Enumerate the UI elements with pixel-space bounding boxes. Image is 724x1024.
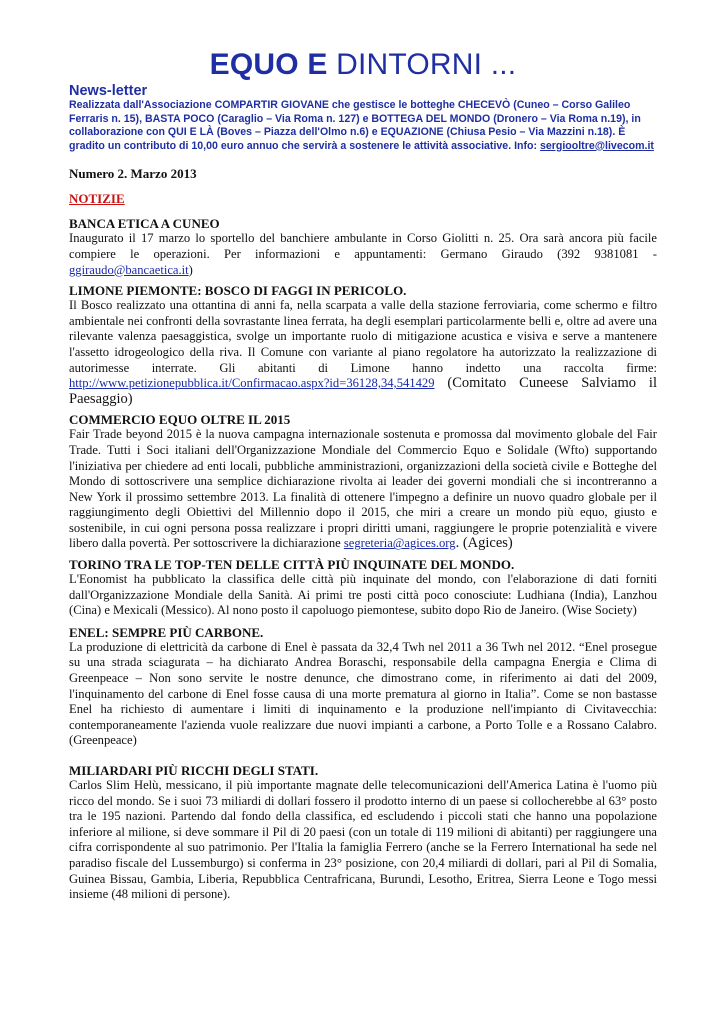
article-title: BANCA ETICA A CUNEO: [69, 216, 220, 232]
issue-number: Numero 2. Marzo 2013: [69, 166, 197, 182]
article-body: Carlos Slim Helù, messicano, il più importante magnate delle telecomunicazioni dell'America Latina è l'uomo più ricco del mondo. Se i suoi 73 miliardi di dollari fossero il prodotto interno di un paese si collocherebbe al 63° posto tra le 195 nazioni. Partendo dal fondo della classifica, ed escludendo i piccoli stati che hanno una popolazione inferiore al milione, si deve sommare il Pil di 20 paesi (con un totale di 119 milioni di abitanti) per raggiungere una cifra corrispondente al suo patrimonio. Per l'Italia la famiglia Ferrero (anche se la Ferrero International ha sede nel paradiso fiscale del Lussemburgo) si conferma in 23° posizione, con 20,4 miliardi di dollari, pari al Pil di Somalia, Guinea Bissau, Gambia, Liberia, Repubblica Centrafricana, Burundi, Lesotho, Eritrea, Sierra Leone e Togo messi insieme (48 milioni di persone).: [69, 778, 657, 902]
article-torino-inquinamento: [69, 557, 657, 619]
article-text: Il Bosco realizzato una ottantina di anni fa, nella scarpata a valle della stazione ferroviaria, come schermo e filtro ambientale nei confronti della sovrastante linea ferrata, ha degli esemplari particolarmente belli e, oltre ad avere una rilevante valenza paesaggistica, svolge un importante ruolo di mitigazione acustica e visiva e serve a mantenere l'assetto idrogeologico della riva. Il Comune con variante al piano regolatore ha autorizzato la realizzazione di autorimesse interrate. Gli abitanti di Limone hanno indetto una raccolta firme:: [69, 298, 657, 375]
article-title: LIMONE PIEMONTE: BOSCO DI FAGGI IN PERICOLO.: [69, 283, 407, 299]
section-heading-notizie: NOTIZIE: [69, 191, 125, 207]
newsletter-page: [69, 48, 657, 903]
article-tail: (Comitato Cuneese Salviamo il Paesaggio): [69, 375, 657, 407]
article-banca-etica: [69, 216, 657, 278]
email-link[interactable]: segreteria@agices.org: [343, 536, 456, 551]
newsletter-label: News-letter: [69, 83, 148, 99]
article-body: La produzione di elettricità da carbone di Enel è passata da 32,4 Twh nel 2011 a 36 Twh nel 2012. “Enel prosegue su una strada sciagurata – ha dichiarato Andrea Boraschi, responsabile della campagna Energia e Clima di Greenpeace – Non sono servite le nostre denunce, che dimostrano come, in riferimento ai dati del 2009, l'inquinamento del carbone di Enel fosse causa di una morte prematura al giorno in Italia”. Come se non bastasse Enel ha richiesto di aumentare i limiti di inquinamento e la produzione nell'impianto di Civitavecchia: contemporaneamente l'azienda vuole realizzare due nuovi impianti a carbone, a Porto Tolle e a Rossano Calabro. (Greenpeace): [69, 639, 657, 748]
page-title: [69, 48, 657, 82]
article-tail: ): [188, 262, 193, 277]
article-title: ENEL: SEMPRE PIÙ CARBONE.: [69, 624, 264, 640]
article-commercio-equo: [69, 412, 657, 552]
article-enel-carbone: [69, 625, 657, 749]
article-miliardari: [69, 763, 657, 903]
article-title: COMMERCIO EQUO OLTRE IL 2015: [69, 412, 291, 428]
intro-paragraph: [69, 99, 657, 153]
title-bold-part: EQUO E: [209, 48, 328, 81]
info-email-link[interactable]: sergiooltre@livecom.it: [539, 139, 654, 152]
article-text: Fair Trade beyond 2015 è la nuova campagna internazionale sostenuta e promossa dal movimento globale del Fair Trade. Tutti i Soci italiani dell'Organizzazione Mondiale del Commercio Equo e Solidale (Wfto) supportando l'iniziativa per chiedere ad enti locali, pubbliche amministrazioni, organizzazioni della società civile e Botteghe del Mondo di sottoscrivere una semplice dichiarazione rivolta ai leader dei governi mondiali che si incontreranno a New York il prossimo settembre 2013. La finalità di ottenere l'impegno a definire un nuovo quadro globale per il raggiungimento degli Obiettivi del Millennio dopo il 2015, che miri a creare un mondo più equo, giusto e sostenibile, in cui ogni persona possa realizzare i propri diritti umani, raggiungere le proprie potenzialità e vivere libero dalla povertà. Per sottoscrivere la dichiarazione: [69, 427, 657, 551]
article-body: L'Eonomist ha pubblicato la classifica delle città più inquinate del mondo, con l'elaborazione di dati forniti dall'Organizzazione Mondiale della Sanità. Ai primi tre posti città poco conosciute: Ludhiana (India), Lanzhou (Cina) e Mexicali (Messico). Al nono posto il capoluogo piemontese, subito dopo Rio de Janeiro. (Wise Society): [69, 572, 657, 618]
title-light-part: DINTORNI ...: [336, 48, 517, 81]
petition-link[interactable]: http://www.petizionepubblica.it/Confirmacao.aspx?id=36128,34,541429: [69, 376, 435, 391]
article-text: Inaugurato il 17 marzo lo sportello del banchiere ambulante in Corso Giolitti n. 25. Ora sarà ancora più facile compiere le operazioni. Per informazioni e appuntamenti: Germano Giraudo (392 9381081 -: [69, 231, 657, 261]
article-limone-piemonte: [69, 283, 657, 407]
article-body: [69, 427, 657, 552]
intro-text: Realizzata dall'Associazione COMPARTIR GIOVANE che gestisce le botteghe CHECEVÒ (Cuneo – Corso Galileo Ferraris n. 15), BASTA POCO (Caraglio – Via Roma n. 127) e BOTTEGA DEL MONDO (Dronero – Via Roma n.19), in collaborazione con QUI E LÀ (Boves – Piazza dell'Olmo n.6) e EQUAZIONE (Chiusa Pesio – Via Mazzini n.18). È gradito un contributo di 10,00 euro annuo che servirà a sostenere le attività associative. Info:: [69, 99, 641, 152]
article-body: [69, 298, 657, 407]
article-title: TORINO TRA LE TOP-TEN DELLE CITTÀ PIÙ INQUINATE DEL MONDO.: [69, 557, 515, 573]
article-tail: . (Agices): [455, 535, 513, 552]
article-body: [69, 231, 657, 278]
email-link[interactable]: ggiraudo@bancaetica.it: [69, 262, 189, 277]
article-title: MILIARDARI PIÙ RICCHI DEGLI STATI.: [69, 763, 319, 778]
